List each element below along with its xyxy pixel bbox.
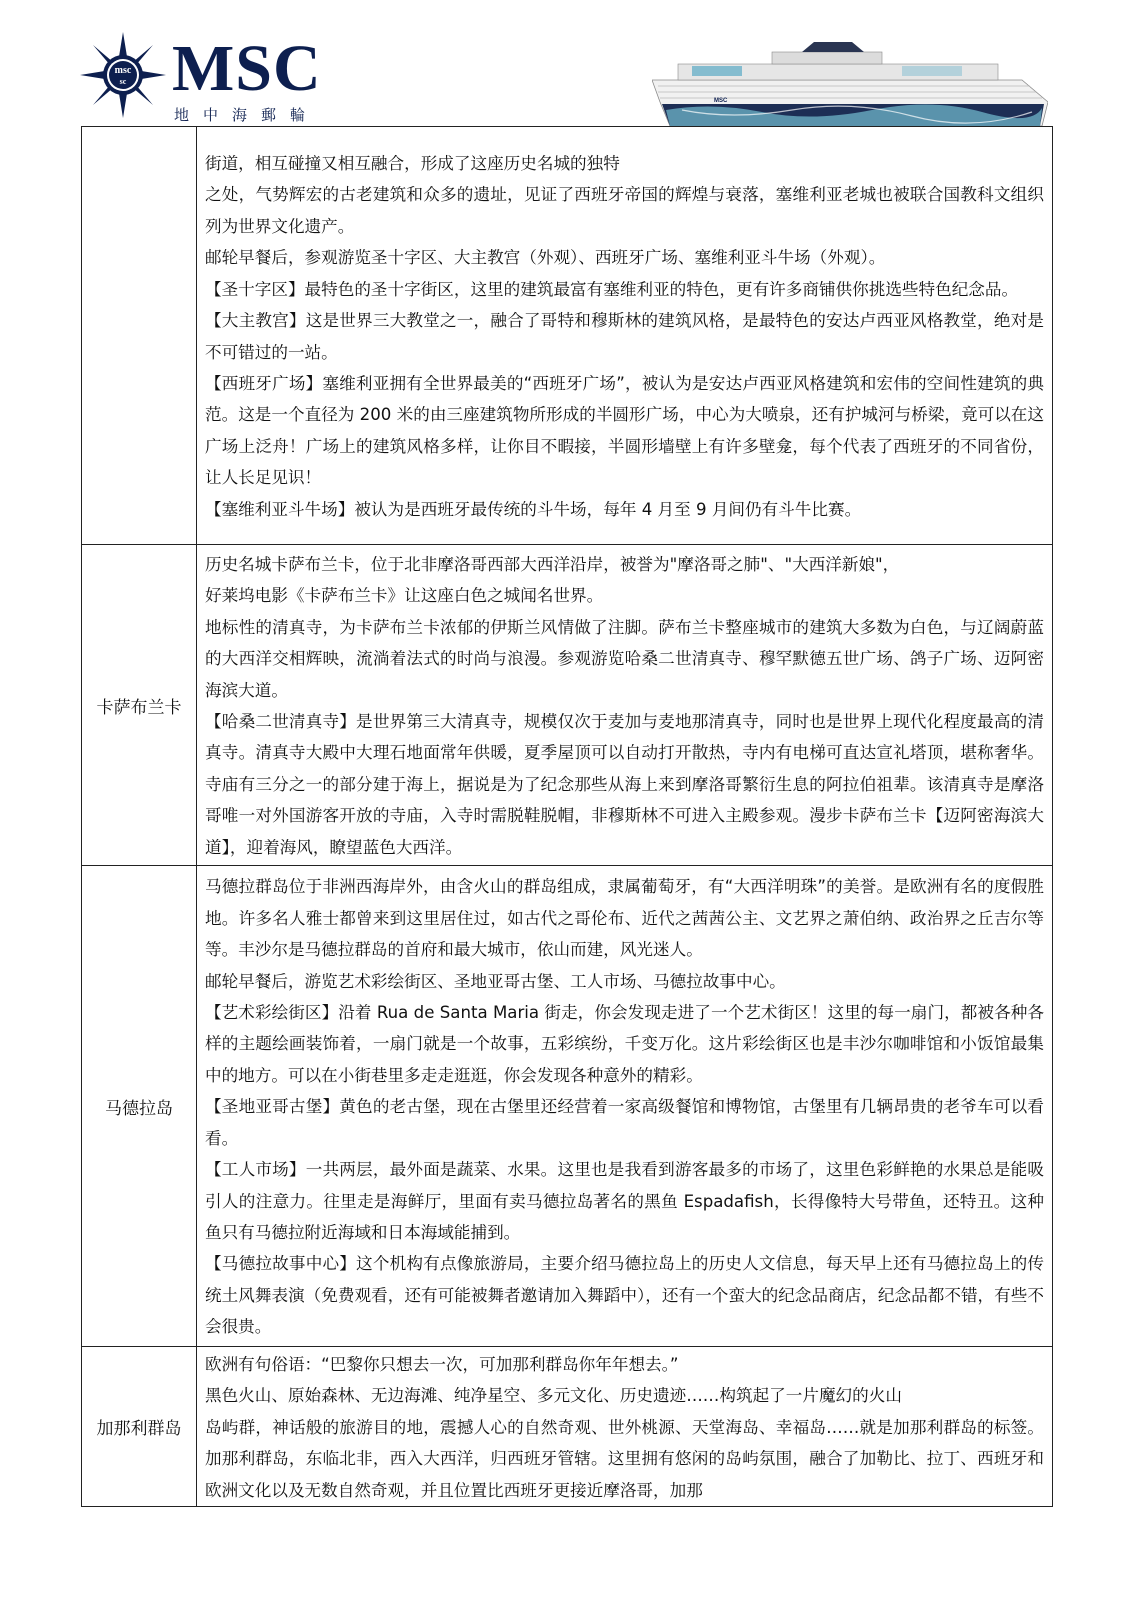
description-paragraph: 【圣十字区】最特色的圣十字街区，这里的建筑最富有塞维利亚的特色，更有许多商铺供你挑选些特色纪念品。	[205, 279, 1019, 299]
svg-text:sc: sc	[119, 77, 127, 86]
description-paragraph: 马德拉群岛位于非洲西海岸外，由含火山的群岛组成，隶属葡萄牙，有“大西洋明珠”的美誉。是欧洲有名的度假胜地。许多名人雅士都曾来到这里居住过，如古代之哥伦布、近代之茜茜公主、文艺界之萧伯纳、政治界之丘吉尔等等。丰沙尔是马德拉群岛的首府和最大城市，依山而建，风光迷人。	[205, 877, 1044, 960]
description-paragraph: 邮轮早餐后，参观游览圣十字区、大主教宫（外观）、西班牙广场、塞维利亚斗牛场（外观）。	[205, 248, 886, 268]
itinerary-row-madeira	[82, 866, 1053, 1347]
description-paragraph: 【塞维利亚斗牛场】被认为是西班牙最传统的斗牛场，每年 4 月至 9 月间仍有斗牛比赛。	[205, 499, 862, 519]
description-paragraph: 【哈桑二世清真寺】是世界第三大清真寺，规模仅次于麦加与麦地那清真寺，同时也是世界上现代化程度最高的清真寺。清真寺大殿中大理石地面常年供暖，夏季屋顶可以自动打开散热，寺内有电梯可直达宣礼塔顶，堪称奢华。寺庙有三分之一的部分建于海上，据说是为了纪念那些从海上来到摩洛哥繁衍生息的阿拉伯祖辈。该清真寺是摩洛哥唯一对外国游客开放的寺庙，入寺时需脱鞋脱帽，非穆斯林不可进入主殿参观。漫步卡萨布兰卡【迈阿密海滨大道】，迎着海风，瞭望蓝色大西洋。	[205, 712, 1044, 857]
svg-text:MSC: MSC	[714, 98, 728, 104]
description-cell	[197, 866, 1053, 1347]
description-paragraph: 欧洲有句俗语：“巴黎你只想去一次，可加那利群岛你年年想去。”	[205, 1355, 679, 1374]
page-header	[0, 0, 1131, 128]
description-paragraph: 【艺术彩绘街区】沿着 Rua de Santa Maria 街走，你会发现走进了一个艺术街区！这里的每一扇门，都被各种各样的主题绘画装饰着，一扇门就是一个故事，五彩缤纷，千变万化。这片彩绘街区也是丰沙尔咖啡馆和小饭馆最集中的地方。可以在小街巷里多走走逛逛，你会发现各种意外的精彩。	[205, 1003, 1044, 1085]
itinerary-row-casablanca	[82, 545, 1053, 866]
msc-logo	[80, 32, 340, 124]
description-cell	[197, 127, 1053, 545]
destination-cell: 卡萨布兰卡	[82, 545, 197, 866]
description-paragraph: 【西班牙广场】塞维利亚拥有全世界最美的“西班牙广场”，被认为是安达卢西亚风格建筑和宏伟的空间性建筑的典范。这是一个直径为 200 米的由三座建筑物所形成的半圆形广场，中心为大喷泉，还有护城河与桥梁，竟可以在这广场上泛舟！广场上的建筑风格多样，让你目不暇接，半圆形墙壁上有许多壁龛，每个代表了西班牙的不同省份，让人长足见识！	[205, 373, 1044, 488]
description-paragraph: 历史名城卡萨布兰卡，位于北非摩洛哥西部大西洋沿岸，被誉为"摩洛哥之肺"、"大西洋新娘"，	[205, 554, 900, 574]
description-paragraph: 【马德拉故事中心】这个机构有点像旅游局，主要介绍马德拉岛上的历史人文信息，每天早上还有马德拉岛上的传统土风舞表演（免费观看，还有可能被舞者邀请加入舞蹈中），还有一个蛮大的纪念品商店，纪念品都不错，有些不会很贵。	[205, 1254, 1044, 1337]
description-paragraph: 好莱坞电影《卡萨布兰卡》让这座白色之城闻名世界。	[205, 586, 604, 606]
description-paragraph: 【大主教宫】这是世界三大教堂之一，融合了哥特和穆斯林的建筑风格，是最特色的安达卢西亚风格教堂，绝对是不可错过的一站。	[205, 311, 1044, 362]
destination-cell	[82, 127, 197, 545]
brand-subtitle: 地中海郵輪	[174, 106, 320, 124]
description-paragraph: 地标性的清真寺，为卡萨布兰卡浓郁的伊斯兰风情做了注脚。萨布兰卡整座城市的建筑大多数为白色，与辽阔蔚蓝的大西洋交相辉映，流淌着法式的时尚与浪漫。参观游览哈桑二世清真寺、穆罕默德五世广场、鸽子广场、迈阿密海滨大道。	[205, 617, 1044, 700]
compass-rose-icon	[80, 32, 166, 118]
destination-cell: 加那利群岛	[82, 1347, 197, 1507]
brand-name: MSC	[172, 32, 322, 105]
description-cell	[197, 1347, 1053, 1507]
description-paragraph: 岛屿群，神话般的旅游目的地，震撼人心的自然奇观、世外桃源、天堂海岛、幸福岛……就是加那利群岛的标签。加那利群岛，东临北非，西入大西洋，归西班牙管辖。这里拥有悠闲的岛屿氛围，融合了加勒比、拉丁、西班牙和欧洲文化以及无数自然奇观，并且位置比西班牙更接近摩洛哥，加那	[205, 1417, 1044, 1500]
destination-cell: 马德拉岛	[82, 866, 197, 1347]
description-paragraph: 【工人市场】一共两层，最外面是蔬菜、水果。这里也是我看到游客最多的市场了，这里色彩鲜艳的水果总是能吸引人的注意力。往里走是海鲜厅，里面有卖马德拉岛著名的黑鱼 Espadafish，长得像特大号带鱼，还特丑。这种鱼只有马德拉附近海域和日本海域能捕到。	[205, 1160, 1044, 1242]
description-paragraph: 【圣地亚哥古堡】黄色的老古堡，现在古堡里还经营着一家高级餐馆和博物馆，古堡里有几辆昂贵的老爷车可以看看。	[205, 1097, 1044, 1148]
itinerary-row-canary-islands	[82, 1347, 1053, 1507]
svg-text:msc: msc	[114, 65, 132, 76]
itinerary-table	[81, 126, 1053, 1507]
description-cell	[197, 545, 1053, 866]
description-paragraph: 街道，相互碰撞又相互融合，形成了这座历史名城的独特	[205, 154, 620, 174]
description-paragraph: 邮轮早餐后，游览艺术彩绘街区、圣地亚哥古堡、工人市场、马德拉故事中心。	[205, 971, 786, 991]
description-paragraph: 黑色火山、原始森林、无边海滩、纯净星空、多元文化、历史遗迹……构筑起了一片魔幻的火山	[205, 1386, 902, 1406]
cruise-ship-illustration	[652, 40, 1048, 126]
itinerary-row-seville	[82, 127, 1053, 545]
description-paragraph: 之处，气势辉宏的古老建筑和众多的遗址，见证了西班牙帝国的辉煌与衰落，塞维利亚老城也被联合国教科文组织列为世界文化遗产。	[205, 185, 1044, 236]
